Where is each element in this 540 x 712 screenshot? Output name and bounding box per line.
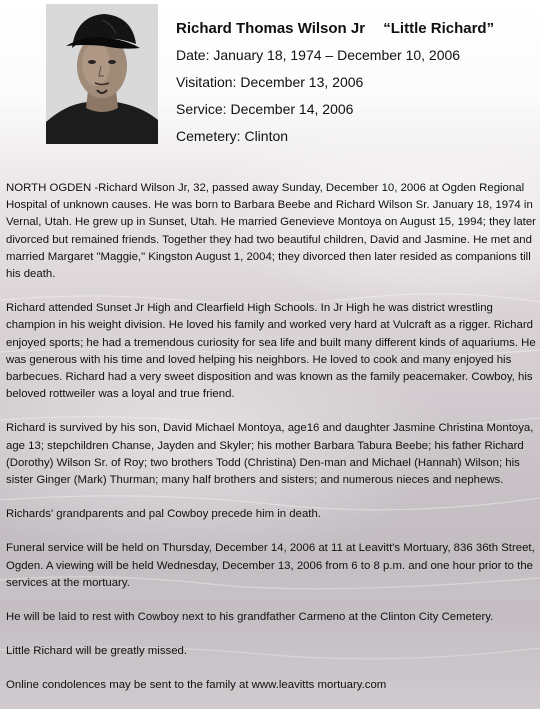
obituary-paragraph: Online condolences may be sent to the family at www.leavitts mortuary.com: [6, 679, 387, 692]
portrait-image: [46, 4, 158, 144]
nickname: “Little Richard”: [383, 20, 495, 37]
cemetery-location: Cemetery: Clinton: [176, 128, 289, 144]
service-date: Service: December 14, 2006: [176, 101, 354, 117]
deceased-name: Richard Thomas Wilson Jr: [176, 20, 366, 37]
life-dates: Date: January 18, 1974 – December 10, 2006: [176, 47, 461, 63]
obituary-paragraph: He will be laid to rest with Cowboy next to his grandfather Carmeno at the Clinton City Cemetery.: [6, 611, 494, 624]
obituary-paragraph: NORTH OGDEN -Richard Wilson Jr, 32, passed away Sunday, December 10, 2006 at Ogden Regional Hospital of unknown causes. He was born to Barbara Beebe and Richard Wilson Sr. January 18, 1974 in Vernal, Utah. He grew up in Sunset, Utah. He married Genevieve Montoya on August 15, 1994; they later divorced but remained friends. Together they had two beautiful children, David and Jasmine. He met and married Margaret "Maggie," Kingston August 1, 2004; they divorced then later resided as companions till his death.: [6, 182, 536, 281]
deceased-name-line: [176, 20, 532, 40]
obituary-paragraph: Richard is survived by his son, David Michael Montoya, age16 and daughter Jasmine Christina Montoya, age 13; stepchildren Chanse, Jayden and Skyler; his mother Barbara Tabura Beebe; his father Richard (Dorothy) Wilson Sr. of Roy; two brothers Todd (Christina) Den-man and Michael (Hannah) Wilson; his sister Ginger (Mark) Thurman; many half brothers and sisters; and numerous nieces and nephews.: [6, 422, 534, 487]
obituary-paragraph: Funeral service will be held on Thursday, December 14, 2006 at 11 at Leavitt's Mortuary, 836 36th Street, Ogden. A viewing will be held Wednesday, December 13, 2006 from 6 to 8 p.m. and one hour prior to the services at the mortuary.: [6, 542, 535, 589]
obituary-paragraph: Richards' grandparents and pal Cowboy precede him in death.: [6, 508, 321, 521]
obituary-paragraph: Little Richard will be greatly missed.: [6, 645, 188, 658]
obituary-paragraph: Richard attended Sunset Jr High and Clearfield High Schools. In Jr High he was district wrestling champion in his weight division. He loved his family and worked very hard at Vulcraft as a rigger. Richard enjoyed sports; he had a tremendous curiosity for sea life and built many different kinds of aquariums. He was generous with his time and loved helping his neighbors. He loved to cook and many enjoyed his barbecues. Richard had a very sweet disposition and was known as the family peacemaker. Cowboy, his beloved rottweiler was a loyal and true friend.: [6, 302, 536, 401]
visitation-date: Visitation: December 13, 2006: [176, 74, 364, 90]
portrait-photo: [46, 4, 158, 144]
obituary-body: [6, 180, 536, 712]
obituary-header: [176, 20, 532, 146]
